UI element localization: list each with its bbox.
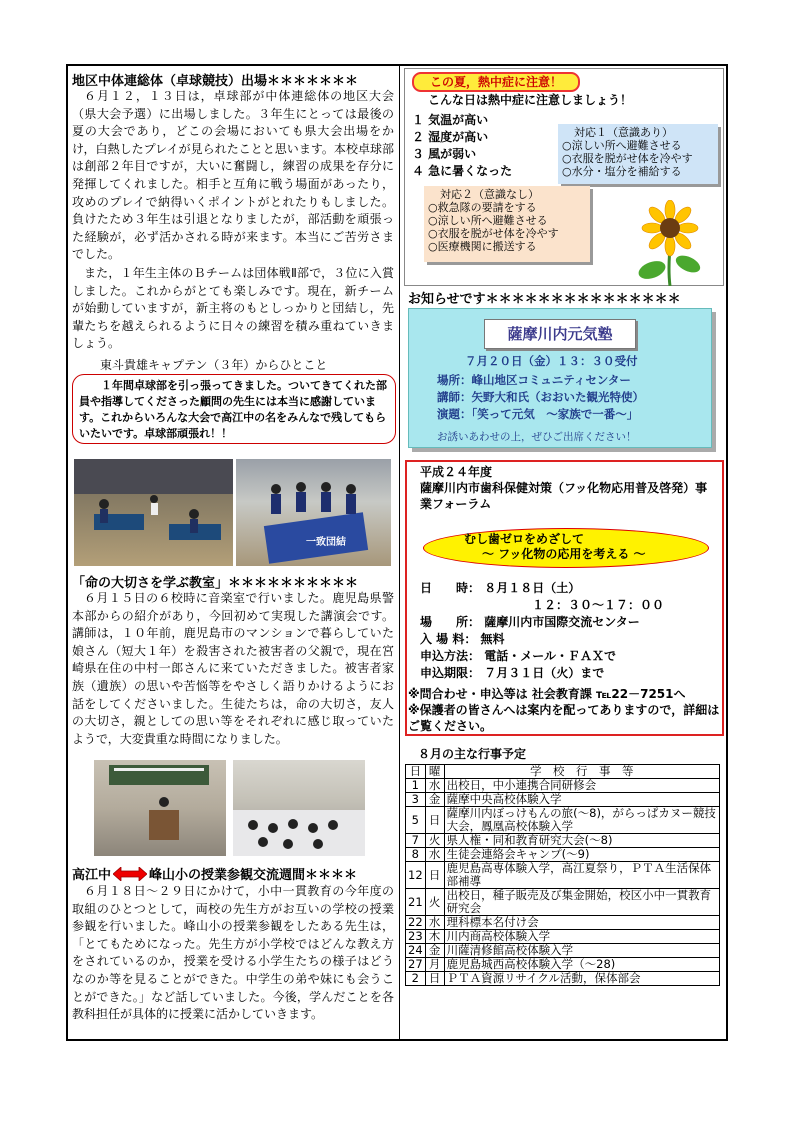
table-tennis-photo-1 [74,459,233,566]
double-arrow-icon [113,867,147,885]
forum-heading [420,464,716,512]
genki-box [408,308,712,448]
table-row [406,944,720,958]
forum-method-label: 申込方法： [420,649,481,663]
response-1-item: ○涼しい所へ避難させる [562,139,682,152]
row-event: 川内商高校体験入学 [444,930,719,944]
forum-oval [423,528,709,568]
row-weekday: 月 [425,958,444,972]
forum-date1: ８月１８日（土） [484,581,581,595]
life-lesson-p1: ６月１５日の６校時に音楽室で行いました。鹿児島県警本部からの紹介があり，今回初めて実現した講演会です。講師は，１０年前，鹿児島市のマンションで暮らしていた娘さん（短大１年）を殺害された被害者の父親で，現在宮崎県在住の中村一郎さんに来ていただきました。被害者家族（遺族）の思いや苦悩等をやさしく語りかけるようにお話をしてくださいました。生徒たちは，命の大切さ，友人の大切さ，親としての思い等をそれぞれに感じ取っていたようで，大変貴重な時間になりました。 [72,591,394,746]
match-illustration [74,459,233,566]
forum-date-label: 日 時： [420,581,481,595]
header-day: 日 [406,765,426,779]
table-tennis-p2: また，１年生主体のＢチームは団体戦Ⅱ部で，３位に入賞しました。これからがとても楽しみです。現在，新チームが始動していますが，新主将のもとしっかりと団結し，先輩たちを越えられるように日々の練習を積み重ねていきましょう。 [72,266,394,351]
table-row [406,834,720,848]
team-illustration [236,459,391,566]
heat-lead: こんな日は熱中症に注意しましょう！ [428,93,633,107]
forum-place: 薩摩川内市国際交流センター [484,615,640,629]
table-row [406,889,720,916]
exchange-title [72,864,357,885]
captain-caption: 東斗貴雄キャプテン（３年）からひとこと [100,358,328,372]
genki-lecturer: 講師：矢野大和氏（おおいた観光特使） [437,390,644,404]
heat-condition: １ 気温が高い [412,113,489,127]
sunflower-icon [630,200,710,290]
response-2-title: 対応２（意識なし） [440,188,539,201]
genki-topic: 演題：「笑って元気 ～家族で一番～」 [437,407,639,421]
row-event: 鹿児島高専体験入学，高江夏祭り，ＰＴＡ生活保体部補導 [444,862,719,889]
heat-condition: ３ 風が弱い [412,147,477,161]
table-row [406,793,720,807]
row-day: 12 [406,862,426,889]
row-day: 8 [406,848,426,862]
response-2-item: ○医療機関に搬送する [428,240,537,253]
forum-fee-label: 入 場 料： [420,632,477,646]
row-event: 県人権・同和教育研究大会(～8) [444,834,719,848]
response-2-item: ○衣服を脱がせ体を冷やす [428,227,559,240]
forum-notes [408,686,720,734]
schedule-table [405,764,720,986]
lecture-illustration [94,760,226,856]
forum-year: 平成２４年度 [420,465,493,479]
life-lesson-title: 「命の大切さを学ぶ教室」＊＊＊＊＊＊＊＊＊＊ [72,576,359,591]
row-event: 薩摩中央高校体験入学 [444,793,719,807]
genki-title: 薩摩川内元気塾 [484,319,636,349]
heat-condition: ２ 湿度が高い [412,130,489,144]
table-tennis-p1: ６月１２，１３日は，卓球部が中体連総体の地区大会（県大会予選）に出場しました。３年生にとっては最後の夏の大会であり，どこの会場においても県大会出場をかけ，白熱したプレイが見られたことと思います。本校卓球部は創部２年目ですが，大いに奮闘し，練習の成果を存分に発揮してくれました。相手と互角に戦う場面があったり，攻めのプレイで納得いくポイントがとれたりもしました。負けたため３年生は引退となりましたが，部活動を頑張った経験が，必ず活かされる時が来ます。本当にご苦労さまでした。 [72,89,394,262]
table-header-row [406,765,720,779]
response-2-item: ○涼しい所へ避難させる [428,214,548,227]
forum-date2: １２：３０～１７：００ [532,598,665,612]
row-weekday: 火 [425,889,444,916]
row-weekday: 水 [425,779,444,793]
response-1-item: ○衣服を脱がせ体を冷やす [562,152,693,165]
row-day: 2 [406,972,426,986]
row-weekday: 日 [425,807,444,834]
column-divider [399,64,400,1041]
genki-date: ７月２０日（金）１３：３０受付 [465,354,638,368]
row-event: 鹿児島城西高校体験入学（～28) [444,958,719,972]
genki-invite: お誘いあわせの上，ぜひご出席ください！ [437,431,637,443]
heat-condition: ４ 急に暑くなった [412,164,513,178]
row-day: 22 [406,916,426,930]
row-weekday: 水 [425,848,444,862]
response-2-box [424,186,590,262]
forum-deadline: ７月３１日（火）まで [484,666,605,680]
row-weekday: 日 [425,972,444,986]
audience-illustration [233,760,365,856]
table-tennis-title: 地区中体連総体（卓球競技）出場＊＊＊＊＊＊＊ [72,74,359,89]
header-weekday: 曜 [425,765,444,779]
table-row [406,972,720,986]
table-row [406,779,720,793]
header-event: 学 校 行 事 等 [444,765,719,779]
forum-place-label: 場 所： [420,615,481,629]
lecture-photo-2 [233,760,365,856]
row-day: 1 [406,779,426,793]
forum-method: 電話・メール・ＦＡＸで [484,649,616,663]
row-event: 川薩清修館高校体験入学 [444,944,719,958]
row-event: 薩摩川内ぼっけもんの旅(～8)，がらっぱカヌー競技大会，鳳凰高校体験入学 [444,807,719,834]
table-row [406,862,720,889]
row-event: ＰＴＡ資源リサイクル活動，保体部会 [444,972,719,986]
lecture-photo-1 [94,760,226,856]
forum-note-1: ※問合わせ・申込等は 社会教育課 ℡22－7251へ [408,687,686,701]
table-row [406,807,720,834]
row-day: 27 [406,958,426,972]
banner-text: 一致団結 [306,537,346,548]
row-event: 出校日，種子販売及び集金開始，校区小中一貫教育研究会 [444,889,719,916]
heat-badge: この夏，熱中症に注意！ [412,72,580,92]
captain-quote-box [72,374,396,444]
forum-deadline-label: 申込期限： [420,666,481,680]
forum-oval-line2: ～ フッ化物の応用を考える ～ [482,547,646,561]
schedule-title: ８月の主な行事予定 [418,747,527,761]
response-1-title: 対応１（意識あり） [574,126,673,139]
captain-quote: １年間卓球部を引っ張ってきました。ついてきてくれた部員や指導してくださった顧問の先生には本当に感謝しています。これからいろんな大会で高江中の名をみんなで残してもらいたいです。卓球部頑張れ！！ [79,379,387,440]
row-weekday: 火 [425,834,444,848]
response-1-item: ○水分・塩分を補給する [562,165,682,178]
row-event: 理科標本名付け会 [444,916,719,930]
row-day: 7 [406,834,426,848]
row-day: 24 [406,944,426,958]
row-day: 21 [406,889,426,916]
forum-note-2: ※保護者の皆さんへは案内を配ってありますので，詳細はご覧ください。 [408,703,720,733]
exchange-title-a: 高江中 [72,868,112,883]
table-row [406,916,720,930]
exchange-p1: ６月１８日～２９日にかけて，小中一貫教育の今年度の取組のひとつとして，両校の先生方がお互いの学校の授業参観を行いました。峰山小の授業参観をしたある先生は，「とてもためになった。先生方が小学校ではどんな教え方をされているのか，授業を受ける小学生たちの様子はどうなのか等を見ることができた。中学生の弟や妹にも会うことができた。」など話していました。今後，学んだことを各教科担任が具体的に授業に活かしていきます。 [72,884,394,1022]
table-tennis-photo-2 [236,459,391,566]
response-2-item: ○救急隊の要請をする [428,201,537,214]
row-event: 生徒会連絡会キャンプ(～9) [444,848,719,862]
row-weekday: 金 [425,793,444,807]
table-row [406,930,720,944]
row-weekday: 日 [425,862,444,889]
exchange-title-b: 峰山小の授業参観交流週間＊＊＊＊ [149,868,358,883]
table-row [406,958,720,972]
forum-name: 薩摩川内市歯科保健対策（フッ化物応用普及啓発）事業フォーラム [420,481,708,511]
row-weekday: 木 [425,930,444,944]
genki-place: 場所：峰山地区コミュニティセンター [437,373,631,387]
heat-conditions [412,112,512,180]
response-1-box [558,124,718,184]
row-day: 3 [406,793,426,807]
row-weekday: 水 [425,916,444,930]
notice-title: お知らせです＊＊＊＊＊＊＊＊＊＊＊＊＊＊＊ [408,292,681,307]
forum-oval-line1: むし歯ゼロをめざして [464,532,585,546]
row-weekday: 金 [425,944,444,958]
table-row [406,848,720,862]
row-day: 5 [406,807,426,834]
row-event: 出校日，中小連携合同研修会 [444,779,719,793]
forum-details [420,580,720,682]
row-day: 23 [406,930,426,944]
forum-fee: 無料 [480,632,505,646]
